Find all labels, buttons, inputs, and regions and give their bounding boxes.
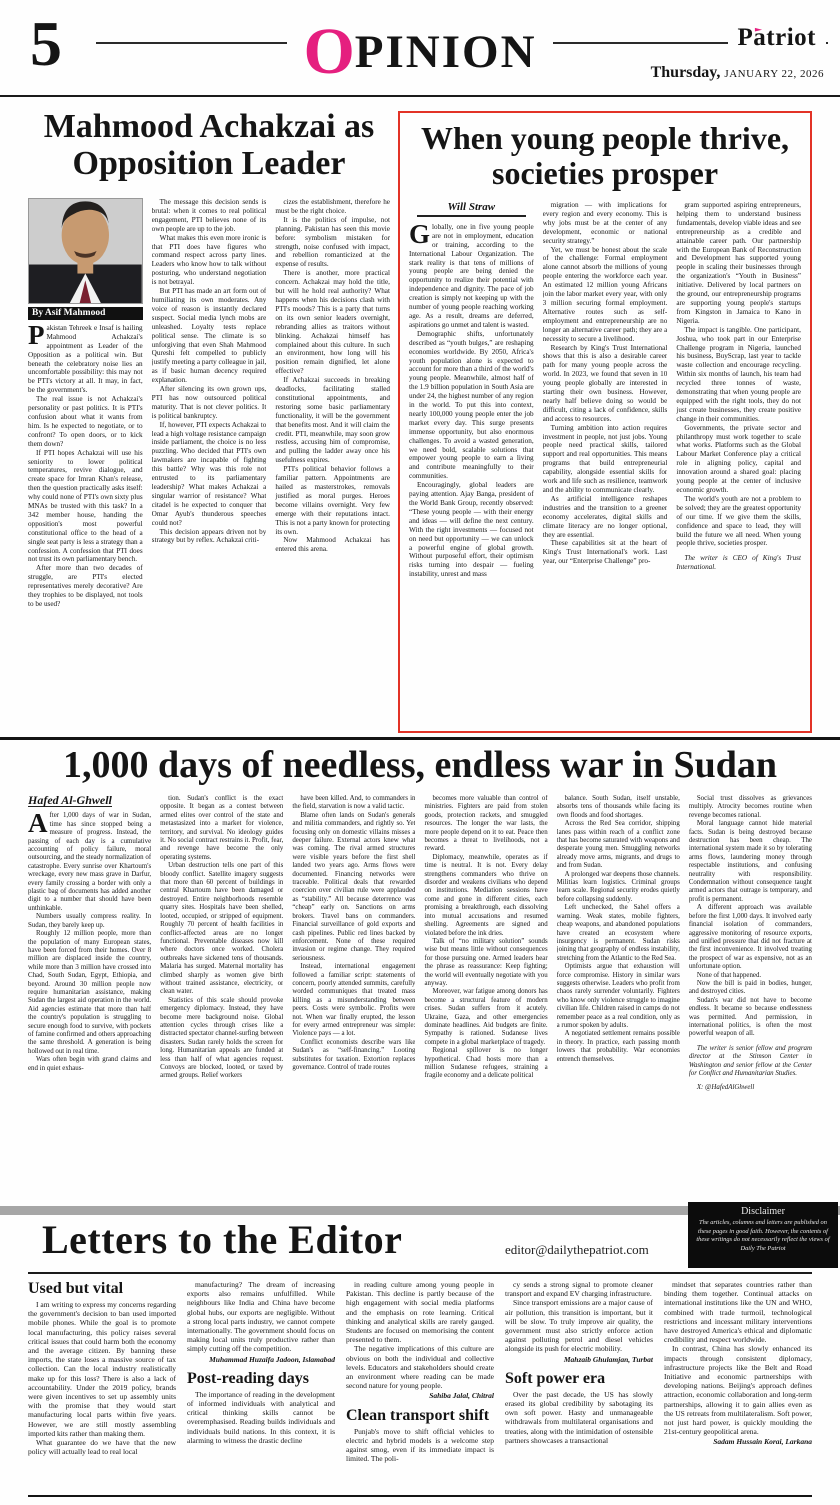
body-paragraph: The importance of reading in the development of informed individuals with analytical and critical thinking skills cannot be overemphasised. Reading builds individuals and individuals build nations. In this context, it is alarming to witness the drastic decline — [187, 1389, 335, 1445]
author-credit: The writer is senior fellow and program director at the Stimson Center in Washington and senior fellow at the Center for Conflict and Humanitarian Studies. — [688, 1044, 812, 1077]
letter-signature: Mahzaib Ghulamjan, Turbat — [563, 1354, 653, 1364]
letters-rule — [28, 1272, 812, 1274]
body-paragraph: Optimists argue that exhaustion will force compromise. History in similar wars suggests otherwise. Leaders who profit from chaos rarely surrender voluntarily. Fighters who know only violence struggle to imagine civilian life. Children raised in camps do not remember peace as a real condition, only as a rumor spoken by adults. — [556, 963, 680, 1029]
body-paragraph: Urban destruction tells one part of this bloody conflict. Satellite imagery suggests that more than 60 percent of buildings in central Khartoum have been damaged or destroyed. Entire neighborhoods resemble quarry sites. Hospitals have been shelled, looted, occupied, or stripped of equipment. Roughly 70 percent of health facilities in conflict-affected areas are no longer functional. Preventable diseases now kill where doctors once worked. Cholera outbreaks have sickened tens of thousands. Malaria has surged. Maternal mortality has climbed sharply as women give birth without trained assistance, electricity, or clean water. — [160, 862, 284, 996]
article-young-people-col-2 — [543, 201, 668, 709]
body-paragraph: becomes more valuable than control of ministries. Fighters are paid from stolen goods, protection rackets, and smuggled resources. The longer the war lasts, the more people depend on it to eat. Peace then becomes a threat to livelihoods, not a reward. — [424, 795, 548, 853]
article-achakzai-columns — [28, 198, 390, 704]
page-bottom-rule — [28, 1495, 812, 1497]
body-paragraph: manufacturing? The dream of increasing exports also remains unfulfilled. While neighbours like India and China have become global hubs, our exports are negligible. Without a strong local parts industry, we cannot compete internationally. The government should focus on making local units truly productive rather than simply cutting off the competition. — [187, 1280, 335, 1354]
body-paragraph: I am writing to express my concerns regarding the government's decision to ban used imported mobile phones. While the goal is to promote local manufacturing, this policy raises several critical issues that could harm both the economy and the average citizen. By banning these imports, the state loses a massive source of tax collection. Can the local industry realistically make up for this loss? There is also a lack of accountability. Under the 2019 policy, brands were given incentives to set up assembly units with the promise that they would start manufacturing local parts within five years. However, we are still mostly assembling imported kits rather than making them. — [28, 1300, 176, 1438]
body-paragraph: A negotiated settlement remains possible in theory. In practice, each passing month lowers that probability. War economies entrench themselves. — [556, 1030, 680, 1063]
body-paragraph: migration — with implications for every region and every economy. This is why jobs must be at the center of any development, economic or national security strategy.” — [542, 201, 668, 245]
body-paragraph: A prolonged war deepens those channels. Militias learn logistics. Criminal groups learn scale. Regional security erodes quietly before collapsing suddenly. — [556, 870, 680, 903]
body-paragraph: The world's youth are not a problem to be solved; they are the greatest opportunity of our time. If we give them the skills, confidence and space to lead, they will build the future we all need. When young people thrive, societies prosper. — [676, 494, 801, 548]
article-young-people-columns — [409, 201, 801, 709]
body-paragraph: Across the Red Sea corridor, shipping lanes pass within reach of a conflict zone that has become saturated with weapons and desperate young men. Smuggling networks already move arms, migrants, and drugs to and from Sudan. — [556, 820, 680, 870]
body-paragraph: Sudan's war did not have to become endless. It became so because endlessness was permitted. And permission, in international politics, is often the most powerful weapon of all. — [688, 996, 812, 1038]
letters-col-1 — [28, 1280, 176, 1488]
section-title-inner — [287, 14, 552, 90]
body-paragraph: gram supported aspiring entrepreneurs, helping them to understand business fundamentals, develop viable ideas and see entrepreneurship as a credible and attainable career path. Our partnership with the European Bank of Reconstruction and Development has supported young people in scaling their businesses through the organization's “Youth in Business” initiative. Delivered by local partners on the ground, our entrepreneurship programs are supporting young people's startups from Kingston in Jamaica to Kano in Nigeria. — [676, 201, 801, 325]
body-paragraph: If, however, PTI expects Achakzai to lead a high voltage resistance campaign inside parliament, the choice is no less puzzling. Who decided that PTI's own lawmakers are incapable of fighting this battle? Why was this role not entrusted to its parliamentary leadership? What makes Achakzai a singular warrior of resistance? What citadel is he expected to conquer that Omar Ayub's thunderous speeches could not? — [151, 420, 267, 527]
byline-will-straw: Will Straw — [417, 203, 526, 217]
article-young-people-headline: When young people thrive, societies prosper — [420, 120, 790, 191]
body-paragraph: Conflict economists describe wars like Sudan's as “self-financing.” Looting substitutes for taxation. Extortion replaces governance. Control of trade routes — [292, 1038, 416, 1071]
author-photo — [28, 198, 143, 304]
body-paragraph: Over the past decade, the US has slowly erased its global credibility by sabotaging its own soft power. Hasty and unmanageable withdrawals from multilateral organisations and treaties, along with the intimidation of ostensible partners showcases a transactional — [505, 1389, 653, 1445]
body-paragraph: cy sends a strong signal to promote cleaner transport and expand EV charging infrastructure. — [505, 1280, 653, 1299]
article-sudan-col-5 — [557, 795, 680, 1193]
body-paragraph: The message this decision sends is brutal: when it comes to real political engagement, PTI believes none of its own people are up to the job. — [151, 198, 267, 233]
body-paragraph: Statistics of this scale should provoke emergency diplomacy. Instead, they have become mere background noise. Global attention cycles through crises like a distracted spectator channel-surfing between disasters. Sudan rarely holds the screen for long. Humanitarian appeals are funded at less than half of what agencies request. Convoys are blocked, looted, or taxed by armed groups. Relief workers — [160, 996, 284, 1080]
letters-section — [0, 1202, 840, 1505]
body-paragraph: mindset that separates countries rather than binding them together. Continual attacks on international institutions like the UN and WHO, combined with trade turmoil, technological restrictions and incessant military interventions have destroyed America's ethical and diplomatic credibility and respect worldwide. — [664, 1280, 812, 1345]
article-achakzai-headline: Mahmood Achakzai as Opposition Leader — [43, 108, 375, 182]
letters-title: Letters to the Editor — [42, 1217, 403, 1262]
body-paragraph: Left unchecked, the Sahel offers a warning. Weak states, mobile fighters, cheap weapons, and abandoned populations have created an ecosystem where insurgency is permanent. Sudan risks joining that geography of endless instability, stretching from the Atlantic to the Red Sea. — [556, 904, 680, 962]
letters-col-2 — [187, 1280, 335, 1488]
article-sudan-col-3 — [292, 795, 415, 1193]
body-paragraph: Now the bill is paid in bodies, hunger, and destroyed cities. — [688, 979, 812, 996]
article-achakzai-col-3 — [275, 198, 390, 704]
disclaimer-text: The articles, columns and letters are published on these pages in good faith. However, the contents of these writings do not necessarily reflect the views of Daily The Patriot — [696, 1219, 830, 1252]
brand-logo — [728, 24, 826, 52]
body-paragraph: Moreover, war fatigue among donors has become a structural feature of modern crises. Sudan suffers from it acutely. Ukraine, Gaza, and other emergencies dominate headlines. Aid budgets are finite. Sympathy is rationed. Sudanese lives compete in a global marketplace of tragedy. — [424, 988, 548, 1046]
article-young-people — [398, 111, 812, 733]
body-paragraph: in reading culture among young people in Pakistan. This decline is partly because of the high engagement with social media platforms and the emphasis on rote learning. Critical thinking and analytical skills are rarely gauged. Students are focused on memorising the content presented to them. — [346, 1280, 494, 1345]
body-paragraph: After 1,000 days of war in Sudan, time has since stopped being a measure of progress. Instead, the passing of each day is a cumulative accounting of policy failure, moral outsourcing, and the steady normalization of catastrophe. Every sunrise over Khartoum's wreckage, every new mass grave in Darfur, every family crossing a border with only a plastic bag of documents has added another digit to a number that should have been unthinkable. — [28, 808, 152, 912]
body-paragraph: A different approach was available before the first 1,000 days. It involved early financial isolation of commanders, aggressive monitoring of resource exports, and unified pressure that did not fracture at the first inconvenience. It involved treating the prospect of war as expensive, not as an unfortunate option. — [688, 904, 812, 971]
body-paragraph: But PTI has made an art form out of humiliating its own moderates. Any voice of reason is instantly declared suspect. Social media lynch mobs are unleashed. Loyalty tests replace political sense. The climate is so unforgiving that even Shah Mahmood Qureshi felt compelled to publicly justify meeting a party colleague in jail, as if basic human decency required explanation. — [151, 287, 267, 385]
body-paragraph: In contrast, China has slowly enhanced its impacts through consistent diplomacy, infrastructure projects like the Belt and Road Initiative and economic partnerships with developing nations. Beijing's approach defines attraction, economic collaboration and long-term partnerships, allowing it to gain allies even as the US retreats from multilateralism. Soft power, not just hard power, is quickly moulding the 21st-century geopolitical arena. — [664, 1344, 812, 1437]
article-sudan-col-1-text — [28, 808, 152, 1073]
body-paragraph: None of that happened. — [696, 971, 762, 979]
body-paragraph: Numbers usually compress reality. In Sudan, they barely keep up. — [28, 913, 152, 929]
body-paragraph: Encouragingly, global leaders are paying attention. Ajay Banga, president of the World Bank Group, recently observed: “These young people — with their energy and ideas — will define the next century. With the right investments — focused not on need but opportunity — we can unlock a powerful engine of global growth. Without purposeful effort, their optimism risks turning into despair — fueling instability, unrest and mass — [409, 481, 534, 579]
section-divider-rule — [0, 737, 840, 740]
article-sudan-headline: 1,000 days of needless, endless war in Sudan — [62, 744, 778, 786]
brand-name: Patriot — [737, 24, 816, 51]
article-achakzai-col-1 — [28, 198, 143, 704]
letters-col-5 — [664, 1280, 812, 1488]
body-paragraph: Instead, international engagement followed a familiar script: statements of concern, poorly attended summits, carefully worded communiques that treated mass killing as a misunderstanding between peers. Costs were symbolic. Profits were not. When war finally erupted, the lesson for every armed entrepreneur was simple: Violence pays — a lot. — [292, 963, 416, 1038]
article-sudan-col-4 — [424, 795, 547, 1193]
header-rule — [0, 95, 840, 97]
letters-col-3 — [346, 1280, 494, 1488]
letter-signature: Sadam Hussain Korai, Larkana — [713, 1437, 812, 1447]
letter-title: Soft power era — [505, 1369, 606, 1387]
body-paragraph: Wars often begin with grand claims and end in quiet exhaus- — [28, 1056, 152, 1072]
body-paragraph: cizes the establishment, therefore he must be the right choice. — [275, 198, 390, 215]
article-achakzai — [28, 106, 390, 734]
author-credit: The writer is CEO of King's Trust International. — [676, 554, 801, 572]
letter-title: Post-reading days — [187, 1369, 309, 1387]
byline-hafed-al-ghwell: Hafed Al-Ghwell — [28, 795, 112, 807]
body-paragraph: The negative implications of this culture are obvious on both the individual and collective levels. Educators and stakeholders should create an environment where reading can be made second nature for young people. — [346, 1344, 494, 1391]
letters-columns — [28, 1280, 812, 1488]
issue-date — [651, 64, 824, 82]
body-paragraph: have been killed. And, to commanders in the field, starvation is now a valid tactic. — [292, 795, 416, 811]
body-paragraph: Roughly 12 million people, more than the population of many European states, have been forced from their homes. Over 8 million are displaced inside the country, while more than 3 million have crossed into Chad, South Sudan, Egypt, Ethiopia, and beyond. Around 30 million people now require humanitarian assistance, making Sudan the largest aid operation in the world. Aid agencies estimate that more than half the country's population is struggling to secure enough food to survive, with pockets of famine confirmed and others approaching the same threshold. A generation is being hollowed out in real time. — [28, 930, 152, 1055]
article-achakzai-col-2 — [152, 198, 267, 704]
issue-date-day: Thursday, — [650, 64, 721, 81]
body-paragraph: Now Mahmood Achakzai has entered this arena. — [275, 536, 390, 554]
letters-email[interactable]: editor@dailythepatriot.com — [505, 1242, 649, 1257]
issue-date-rest: JANUARY 22, 2026 — [724, 68, 824, 80]
article-achakzai-col-1-text — [28, 319, 143, 609]
body-paragraph: This decision appears driven not by strategy but by reflex. Achakzai criti- — [151, 527, 267, 545]
body-paragraph: What guarantee do we have that the new policy will actually lead to real local — [28, 1438, 176, 1457]
body-paragraph: Demographic shifts, unfortunately described as “youth bulges,” are reshaping economies worldwide. By 2050, Africa's youth population alone is expected to account for more than a third of the world's young people. Meanwhile, almost half of the 1.9 billion population in South Asia are under 24, the highest number of any region in the world. To put this into context, nearly 100,000 young people enter the job market every day. This surge presents immense opportunity, but also enormous challenges. To avoid a wasted generation, we need bold, scalable solutions that empower young people to earn a living and contribute meaningfully to their communities. — [409, 329, 534, 481]
body-paragraph: Moral language cannot hide material facts. Sudan is being destroyed because destruction has been cheap. The international system made it so by tolerating arms flows, laundering money through respectable institutions, and confusing neutrality with responsibility. Condemnation without consequence taught armed actors that outrage is temporary, and profit is permanent. — [688, 820, 812, 903]
article-young-people-col-1-text — [409, 218, 534, 579]
body-paragraph: If Achakzai succeeds in breaking deadlocks, facilitating stalled constitutional appointments, and restoring some basic parliamentary functionality, it will be the government that benefits most. And it will claim the credit. PTI, meanwhile, may soon grow restless, accusing him of compromise, and pulling the ladder away once his usefulness expires. — [275, 376, 390, 465]
letter-signature: Muhammad Huzaifa Jadoon, Islamabad — [209, 1354, 335, 1364]
body-paragraph: Social trust dissolves as grievances multiply. Atrocity becomes routine when revenge becomes rational. — [688, 795, 812, 819]
body-paragraph: There is another, more practical concern. Achakzai may hold the title, but will he hold real authority? What happens when his decisions clash with PTI's moods? This is a party that turns on its own senior leaders overnight, rebranding allies as traitors without blinking. Achakzai himself has complained about this culture. In such an environment, how long will his position remain dignified, let alone effective? — [275, 269, 390, 376]
article-sudan-columns — [28, 795, 812, 1193]
body-paragraph: The impact is tangible. One participant, Joshua, who took part in our Enterprise Challenge program in Nigeria, launched his business, BuyScrap, last year to tackle waste collection and encourage recycling. Within six months of launch, his team had recycled three tonnes of waste, demonstrating that when young people are equipped with the right tools, they do not just create businesses, they create positive change in their communities. — [676, 325, 801, 423]
article-sudan — [28, 744, 812, 1200]
body-paragraph: Blame often lands on Sudan's generals and militia commanders, and rightly so. Yet focusing only on domestic villains misses a deeper failure. External actors knew what was coming. The rival armed structures were visible years before the first shell landed two years ago. Arms flows were documented. Financing networks were traceable. Political deals that rewarded coercion over civilian rule were applauded as “stability.” All because deterrence was “cheap” early on. Sanctions on arms brokers. Travel bans on commanders. Financial surveillance of gold exports and cash pipelines. Public red lines backed by enforcement. None of these required invasion or regime change. They required seriousness. — [292, 811, 416, 962]
article-sudan-col-6 — [689, 795, 812, 1193]
body-paragraph: It is the politics of impulse, not planning. Pakistan has seen this movie before: symbolism mistaken for strength, noise confused with impact, and rebellion romanticized at the expense of results. — [275, 215, 390, 269]
body-paragraph: Diplomacy, meanwhile, operates as if time is neutral. It is not. Every delay strengthens commanders who thrive on disorder and weakens civilians who depend on institutions. Mediation sessions have come and gone in different cities, each promising a breakthrough, each dissolving into mutual accusations and resumed shelling. Agreements are signed and violated before the ink dries. — [424, 853, 548, 937]
section-rest: PINION — [354, 26, 537, 78]
brand-flag-icon — [754, 15, 763, 24]
article-young-people-col-1 — [409, 201, 534, 709]
byline-asif-mahmood: By Asif Mahmood — [28, 307, 143, 320]
body-paragraph: After more than two decades of struggle, are PTI's elected representatives merely decorative? Are they trophies to be displayed, not tools to be used? — [28, 564, 143, 608]
article-sudan-col-2 — [160, 795, 283, 1193]
body-paragraph: What makes this even more ironic is that PTI does have figures who command respect across party lines. Leaders who know how to talk without posturing, who understand negotiation is not betrayal. — [151, 233, 267, 287]
body-paragraph: Regional spillover is no longer hypothetical. Chad hosts more than a million Sudanese refugees, straining a fragile economy and a delicate political — [424, 1047, 548, 1080]
body-paragraph: As artificial intelligence reshapes industries and the transition to a greener economy accelerates, digital skills and climate literacy are no longer optional, they are essential. — [542, 494, 668, 539]
article-young-people-col-3 — [676, 201, 801, 709]
letter-title: Used but vital — [28, 1280, 124, 1297]
letter-title: Clean transport shift — [346, 1406, 490, 1424]
body-paragraph: Since transport emissions are a major cause of air pollution, this transition is important, but it will be slow. To truly improve air quality, the government must also strictly enforce action against polluting petrol and diesel vehicles alongside its push for electric mobility. — [505, 1298, 653, 1354]
body-paragraph: PTI's political behavior follows a familiar pattern. Appointments are hailed as masterstrokes, removals justified as moral purges. Heroes become villains overnight. Very few emerge with their reputations intact. This is not a party known for protecting its own. — [275, 465, 390, 536]
body-paragraph: Talk of “no military solution” sounds wise but means little without consequences for those pursuing one. Armed leaders hear the phrase as reassurance: Keep fighting; the world will eventually negotiate with you anyway. — [424, 937, 548, 987]
body-paragraph: Turning ambition into action requires investment in people, not just jobs. Young people need practical skills, tailored support and real opportunities. This means programs that build entrepreneurial capability, alongside essential skills for work and life such as resilience, teamwork and the ability to communicate clearly. — [542, 423, 668, 494]
author-credit: X: @HafedAlGhwell — [696, 1084, 755, 1092]
body-paragraph: The real issue is not Achakzai's personality or past politics. It is PTI's confusion about what it wants from him. Is he expected to negotiate, or to confront? To open doors, or to kick them down? — [28, 395, 143, 448]
body-paragraph: Yet, we must be honest about the scale of the challenge: Formal employment alone cannot absorb the millions of young people entering the workforce each year. An estimated 12 million young Africans join the labor market every year, with only 3 million securing formal employment. Alternative routes such as self-employment and entrepreneurship are no longer an alternative career path; they are a necessity to secure a livelihood. — [542, 245, 668, 343]
body-paragraph: tion. Sudan's conflict is the exact opposite. It began as a contest between armed elites over control of the state and metastasized into a market for violence, territory, and survival. No ideology guides it. No social contract restrains it. Profit, fear, and revenge have become the only operating systems. — [160, 795, 284, 861]
article-sudan-col-1 — [28, 795, 151, 1193]
masthead — [0, 0, 840, 98]
section-initial: O — [303, 15, 355, 88]
page-number: 5 — [30, 8, 62, 79]
body-paragraph: Governments, the private sector and philanthropy must work together to scale what works. Platforms such as the Global Labour Market Conference play a critical role in aligning policy, capital and innovation around a shared goal: placing young people at the center of inclusive economic growth. — [676, 423, 801, 494]
body-paragraph: If PTI hopes Achakzai will use his seniority to lower political temperatures, revive dialogue, and create space for Imran Khan's release, then the question practically asks itself: why could none of PTI's own sixty plus MNAs be trusted with this task? In a 342 member house, handing the opposition's most powerful constitutional office to the head of a single seat party is less a strategy than a confession. A confession that PTI does not trust its own parliamentary bench. — [28, 448, 143, 564]
body-paragraph: Globally, one in five young people are not in employment, education or training, according to the International Labour Organization. The stark reality is that tens of millions of young people are being denied the opportunity to realize their potential with independence and dignity. The pace of job creation is simply not keeping up with the number of young people reaching working age. As a result, dreams are deferred, aspirations go unmet and talent is wasted. — [409, 218, 534, 329]
disclaimer-box — [688, 1202, 838, 1268]
body-paragraph: These capabilities sit at the heart of King's Trust International's work. Last year, our “Enterprise Challenge” pro- — [542, 539, 668, 566]
body-paragraph: balance. South Sudan, itself unstable, absorbs tens of thousands while facing its own floods and food shortages. — [556, 795, 680, 819]
body-paragraph: Pakistan Tehreek e Insaf is hailing Mahmood Achakzai's appointment as Leader of the Opposition as a political win. But beneath the celebratory noise lies an uncomfortable possibility: this may not be PTI's victory at all. It may, in fact, be the government's. — [28, 319, 143, 395]
body-paragraph: Punjab's move to shift official vehicles to electric and hybrid models is a welcome step against smog, even if its immediate impact is limited. The poli- — [346, 1426, 494, 1464]
body-paragraph: After silencing its own grown ups, PTI has now outsourced political maturity. That is not clever politics. It is political bankruptcy. — [151, 385, 267, 420]
body-paragraph: Research by King's Trust International shows that this is also a desirable career path for many young people across the world. In 2023, we found that seven in 10 young people globally are interested in starting their own business. However, nearly half believe doing so would be difficult, citing a lack of confidence, skills and access to resources. — [542, 343, 668, 423]
letters-col-4 — [505, 1280, 653, 1488]
letter-signature: Sahiba Jalal, Chitral — [429, 1391, 494, 1401]
disclaimer-title: Disclaimer — [741, 1206, 785, 1217]
